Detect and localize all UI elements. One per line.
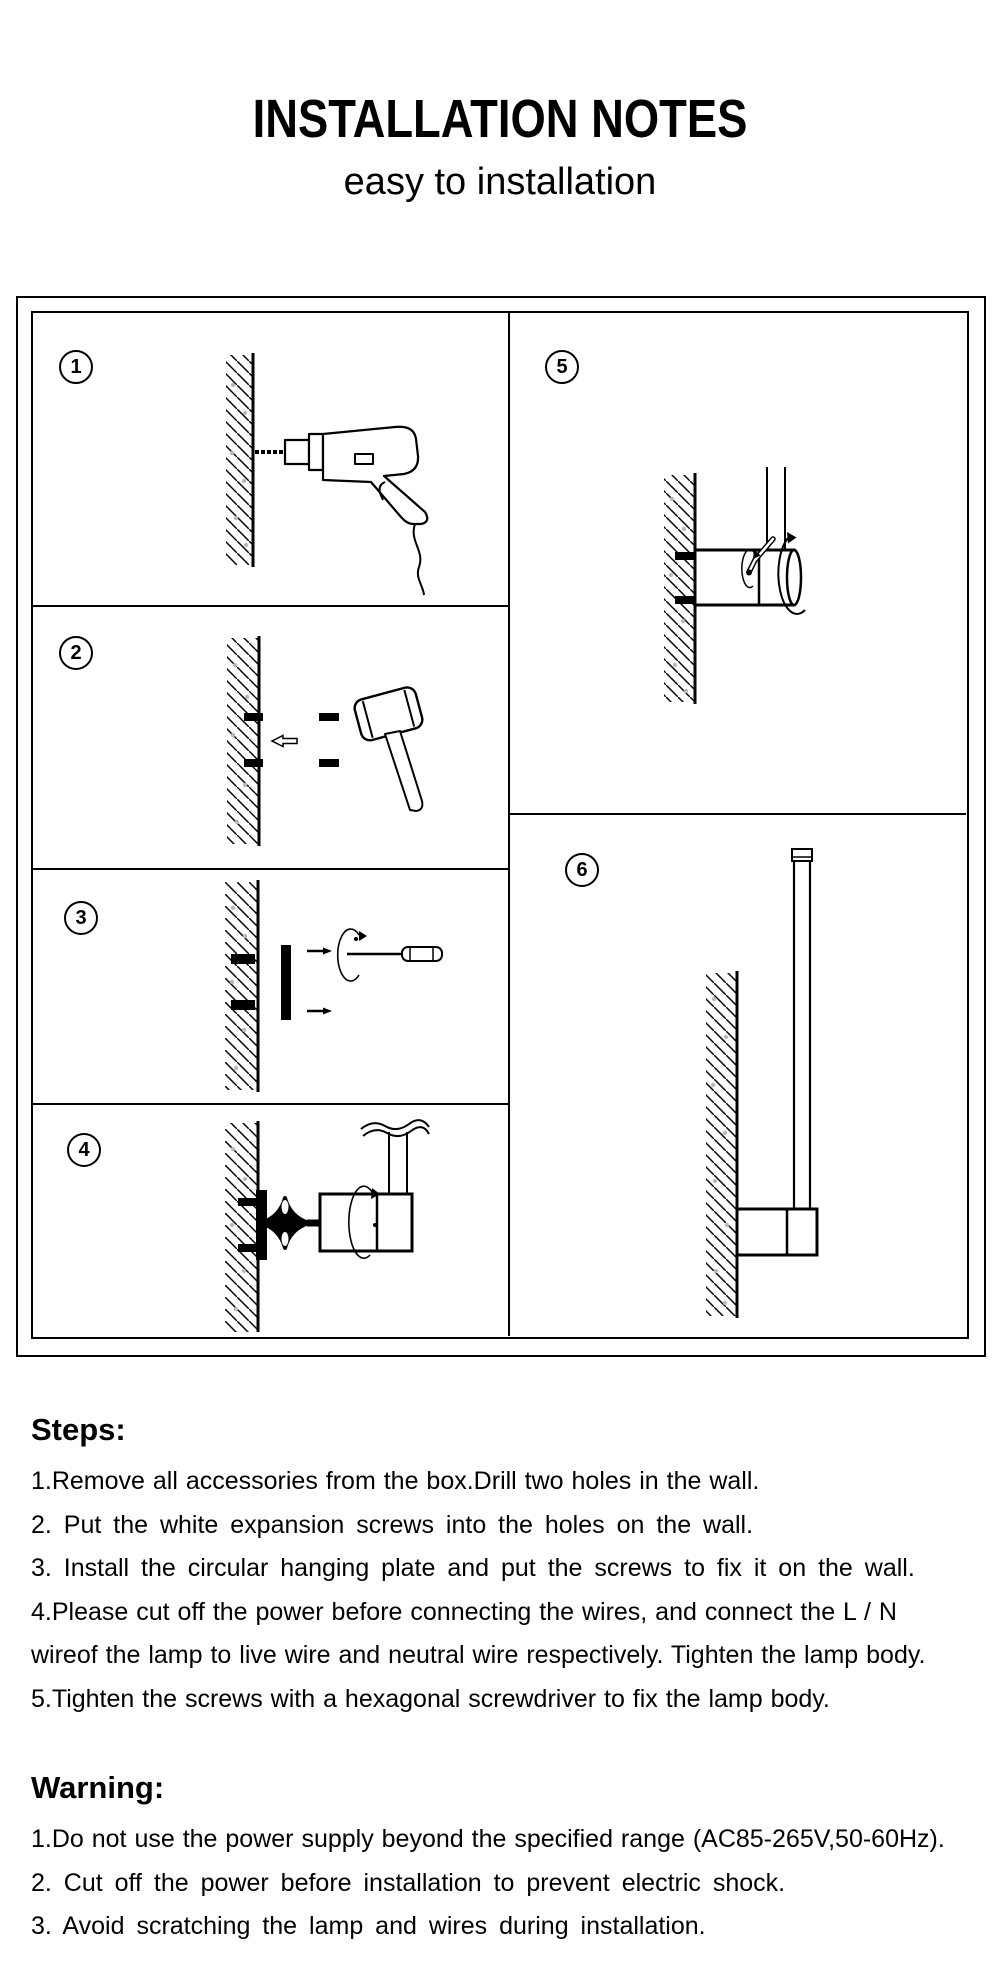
arrowhead-icon (323, 1008, 332, 1015)
warning-section (31, 1770, 945, 1949)
step-line: 5.Tighten the screws with a hexagonal screwdriver to fix the lamp body. (31, 1684, 830, 1713)
warning-heading: Warning: (31, 1770, 165, 1805)
mounted-lamp-illustration (510, 815, 964, 1334)
screwdriver-illustration (33, 870, 508, 1103)
step-line: 3. Install the circular hanging plate and put the screws to fix it on the wall. (31, 1554, 915, 1582)
step-line: 1.Remove all accessories from the box.Drill two holes in the wall. (31, 1467, 760, 1495)
page-title: INSTALLATION NOTES (252, 89, 748, 149)
installation-diagram (16, 296, 986, 1357)
wall-hatch-icon (706, 971, 737, 1318)
lamp-bar-icon (792, 849, 812, 1209)
step-line: wireof the lamp to live wire and neutral wire respectively. Tighten the lamp body. (31, 1641, 926, 1669)
warning-line: 3. Avoid scratching the lamp and wires during installation. (31, 1912, 706, 1940)
screw-arrows-icon (307, 951, 323, 1011)
hammer-illustration (33, 607, 508, 868)
lamp-base-icon (737, 1209, 817, 1255)
panel-step-2 (33, 607, 510, 870)
panel-step-6 (510, 815, 966, 1336)
wall-hatch-icon (664, 473, 695, 704)
step-3-number: 3 (75, 907, 87, 929)
push-arrow-icon (272, 736, 297, 747)
step-1-number: 1 (70, 356, 82, 378)
arrowhead-icon (323, 948, 332, 955)
bracket-mounting-illustration (33, 1105, 508, 1334)
page-subtitle: easy to installation (343, 161, 657, 203)
wall-hatch-icon (225, 1121, 258, 1332)
drill-icon (255, 427, 427, 595)
panel-step-1 (33, 313, 510, 607)
hex-key-tightening-illustration (510, 313, 964, 813)
panel-step-3 (33, 870, 510, 1105)
drill-illustration (33, 313, 508, 605)
mallet-icon (353, 685, 425, 811)
step-6-number: 6 (576, 859, 588, 881)
step-4-number: 4 (78, 1139, 90, 1161)
diagram-grid (31, 311, 969, 1339)
step-line: 2. Put the white expansion screws into the holes on the wall. (31, 1510, 754, 1539)
step-2-number: 2 (70, 642, 82, 664)
wall-hatch-icon (225, 880, 258, 1092)
panel-step-5 (510, 313, 966, 815)
steps-section (31, 1412, 925, 1721)
wires-icon (361, 1120, 429, 1136)
warning-line: 1.Do not use the power supply beyond the specified range (AC85-265V,50-60Hz). (31, 1825, 945, 1853)
lamp-body-icon (320, 1132, 412, 1251)
screwdriver-icon (347, 947, 442, 961)
steps-heading: Steps: (31, 1412, 126, 1447)
step-line: 4.Please cut off the power before connecting the wires, and connect the L / N (31, 1597, 897, 1626)
warning-line: 2. Cut off the power before installation to prevent electric shock. (31, 1868, 786, 1897)
panel-step-4 (33, 1105, 510, 1336)
step-5-number: 5 (556, 356, 568, 378)
wall-hatch-icon (227, 636, 259, 846)
wall-hatch-icon (226, 353, 253, 567)
